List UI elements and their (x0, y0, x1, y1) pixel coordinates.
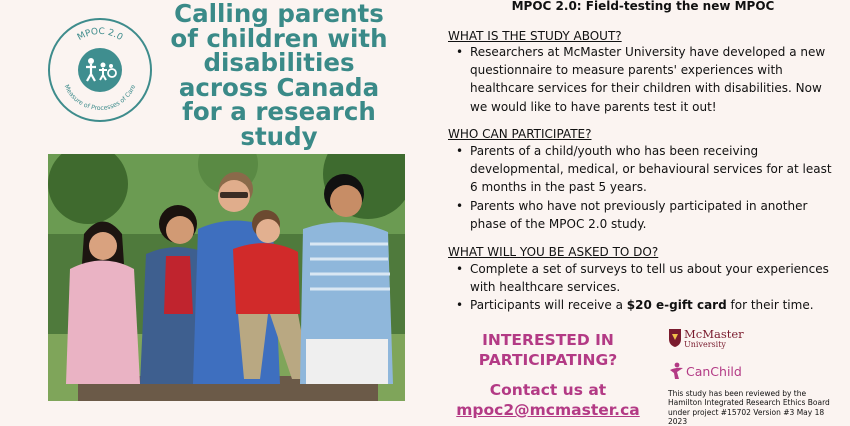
section-heading-what: WHAT WILL YOU BE ASKED TO DO? (448, 245, 659, 259)
section-heading-who: WHO CAN PARTICIPATE? (448, 127, 592, 141)
list-item-incentive (448, 296, 838, 314)
study-title: MPOC 2.0: Field-testing the new MPOC (511, 0, 775, 13)
mcmaster-sub: University (684, 340, 726, 349)
ethics-note: This study has been reviewed by the Hamilton Integrated Research Ethics Board under project #15702 Version #3 May 18 2023 (668, 389, 830, 426)
logo-emblem (78, 48, 122, 92)
list-item: • Researchers at McMaster University have developed a new questionnaire to measure parents' experiences with healthcare services for their children with disabilities. Now we would like to have parents test it out! (448, 43, 838, 116)
family-photo-illustration (48, 154, 405, 401)
list-item: • Parents of a child/youth who has been receiving developmental, medical, or behavioural services for at least 6 months in the past 5 years. (448, 142, 838, 197)
about-bullets (448, 43, 838, 116)
canchild-name: CanChild (686, 364, 742, 379)
list-item: • Complete a set of surveys to tell us about your experiences with healthcare services. (448, 260, 838, 296)
contact-label: Contact us at (489, 381, 607, 399)
headline: Calling parents of children with disabilities across Canada for a research study (170, 0, 388, 151)
incentive-before: Participants will receive a (470, 298, 627, 313)
interested-heading: INTERESTED IN PARTICIPATING? (478, 331, 618, 369)
mcmaster-logo (668, 327, 758, 353)
family-photo (48, 154, 405, 401)
family-figures-icon (78, 48, 122, 92)
who-bullets (448, 142, 838, 233)
logo-ring-text: Measure of Processes of Care (62, 83, 138, 113)
mcmaster-name: McMaster (684, 327, 744, 341)
contact-block (448, 380, 648, 420)
incentive-amount: $20 e-gift card (626, 298, 727, 313)
mpoc-logo (48, 18, 152, 122)
logo-title: MPOC 2.0 (75, 26, 125, 43)
mcmaster-crest-icon (668, 328, 682, 348)
canchild-logo (668, 362, 758, 382)
incentive-after: for their time. (726, 298, 814, 313)
section-heading-about: WHAT IS THE STUDY ABOUT? (448, 29, 622, 43)
list-item: • Parents who have not previously participated in another phase of the MPOC 2.0 study. (448, 197, 838, 233)
contact-email-link[interactable]: mpoc2@mcmaster.ca (456, 401, 640, 419)
canchild-figure-icon (668, 362, 684, 380)
what-bullets (448, 260, 838, 315)
